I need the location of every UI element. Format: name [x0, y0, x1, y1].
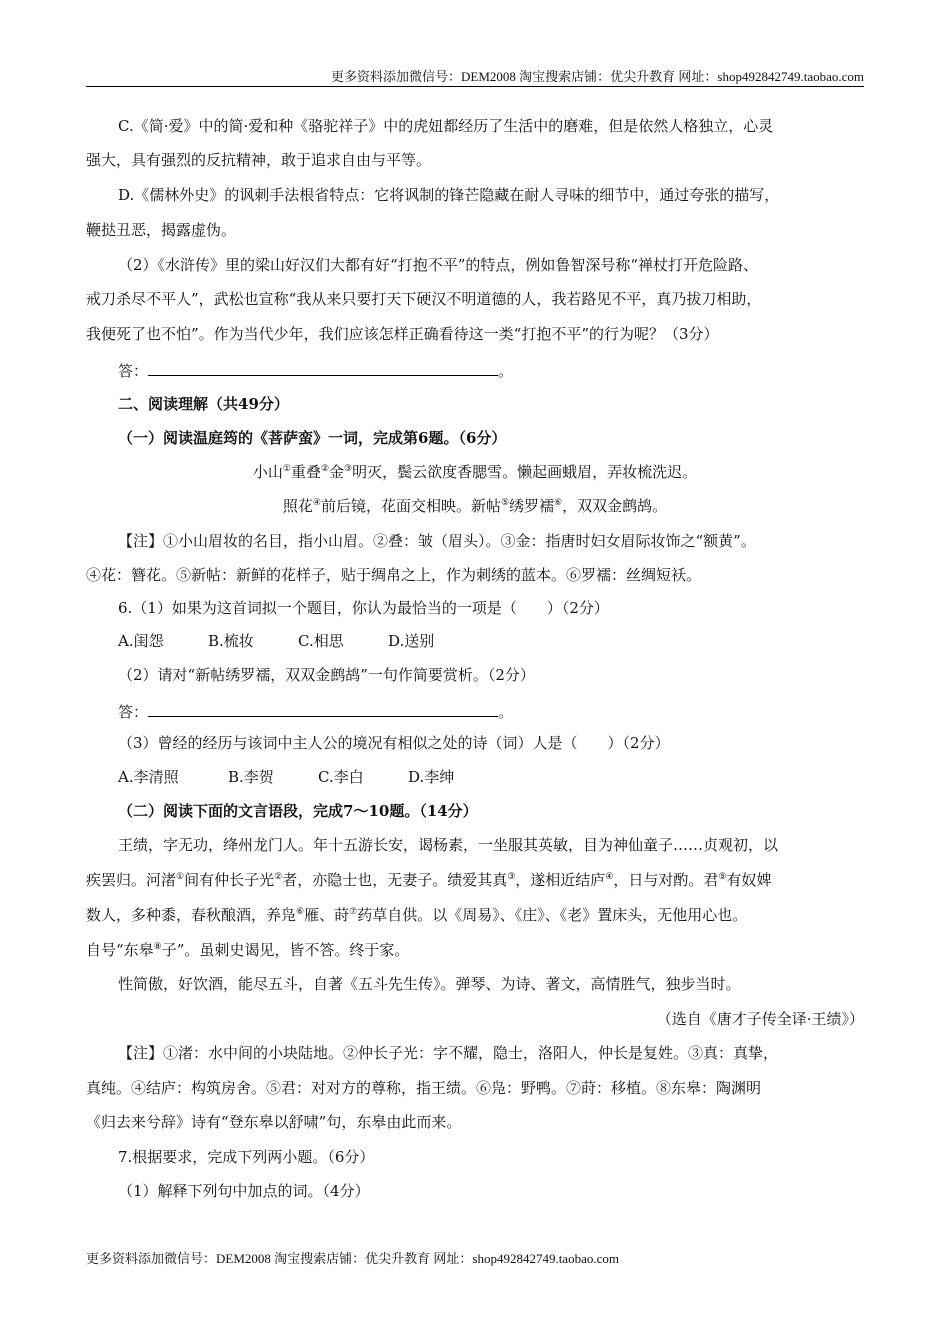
text-segment: 疾罢归。河渚: [86, 871, 177, 889]
note-marker: ⑦: [349, 907, 358, 917]
poem-text: ，双双金鹧鸪。: [562, 497, 668, 515]
option-a[interactable]: A.闺怨: [118, 632, 164, 650]
q5-part2-line1: （2）《水浒传》里的梁山好汉们大都有好“打抱不平”的特点，例如鲁智深号称“禅杖打开危险路、: [118, 256, 759, 274]
answer-label: 答：: [118, 703, 149, 721]
poem-line1: [86, 462, 864, 482]
text-segment: ，遂相近结庐: [515, 871, 606, 889]
text-segment: 者，亦隐士也，无妻子。绩爱其真: [282, 871, 508, 889]
q5-option-c-line2: 强大，具有强烈的反抗精神，敢于追求自由与平等。: [86, 151, 432, 169]
q6-3-question: （3）曾经的经历与该词中主人公的境况有相似之处的诗（词）人是（ ）（2分）: [118, 734, 670, 752]
note-marker: ⑥: [296, 907, 305, 917]
text-segment: 间有仲长子光: [184, 871, 275, 889]
note-marker: ③: [344, 464, 353, 474]
text-segment: 雁、莳: [304, 906, 350, 924]
note-marker: ④: [605, 872, 614, 882]
poem-text: 重叠: [290, 463, 321, 481]
note-marker: ①: [282, 464, 291, 474]
q5-answer-line: [118, 359, 864, 381]
part2-title: （二）阅读下面的文言语段，完成7～10题。（14分）: [118, 802, 478, 820]
note-marker: ②: [274, 872, 283, 882]
poem-text: 照花: [282, 497, 313, 515]
text-segment: ，日与对酌。君: [613, 871, 719, 889]
text-source: （选自《唐才子传全译·王绩》）: [656, 1010, 864, 1028]
text-segment: 药草自供。以《周易》、《庄》、《老》置床头，无他用心也。: [357, 906, 748, 924]
classical-text-para2: 性简傲，好饮酒，能尽五斗，自著《五斗先生传》。弹琴、为诗、著文，高情胜气，独步当时。: [118, 975, 741, 993]
classical-note-line2: 真纯。④结庐：构筑房舍。⑤君：对对方的尊称，指王绩。⑥凫：野鸭。⑦莳：移植。⑧东皋：陶渊明: [86, 1079, 762, 1097]
section2-title: 二、阅读理解（共49分）: [118, 395, 289, 413]
note-marker: ⑤: [718, 872, 727, 882]
part1-title: （一）阅读温庭筠的《菩萨蛮》一词，完成第6题。（6分）: [118, 429, 507, 447]
answer-end: 。: [498, 362, 514, 380]
q6-1-question: 6.（1）如果为这首词拟一个题目，你认为最恰当的一项是（ ）（2分）: [118, 599, 609, 617]
option-b[interactable]: B.李贺: [228, 768, 274, 786]
q5-option-d-line1: D.《儒林外史》的讽刺手法根省特点：它将讽制的锋芒隐藏在耐人寻味的细节中，通过夸张的描写，: [118, 186, 780, 204]
q5-option-d-line2: 鞭挞丑恶，揭露虚伪。: [86, 221, 237, 239]
q6-2-answer-line: [118, 700, 864, 722]
poem-text: 小山: [252, 463, 283, 481]
poem-note-line2: ④花：簪花。⑤新帖：新鲜的花样子，贴于绸帛之上，作为刺绣的蓝本。⑥罗襦：丝绸短袄。: [86, 566, 702, 584]
header-rule: [86, 86, 864, 87]
page-footer: 更多资料添加微信号：DEM2008 淘宝搜索店铺：优尖升教育 网址：shop492842749.taobao.com: [86, 1251, 619, 1266]
note-marker: ①: [176, 872, 185, 882]
poem-line2: [86, 496, 864, 516]
classical-text-line3: [86, 905, 864, 925]
q7-1-question: （1）解释下列句中加点的词。（4分）: [118, 1182, 370, 1200]
poem-text: 前后镜，花面交相映。新帖: [320, 497, 501, 515]
q6-1-options: [118, 631, 864, 651]
option-d[interactable]: D.李绅: [408, 768, 455, 786]
option-a[interactable]: A.李清照: [118, 768, 179, 786]
classical-text-line4: [86, 940, 864, 960]
option-c[interactable]: C.李白: [318, 768, 364, 786]
option-c[interactable]: C.相思: [298, 632, 344, 650]
q7-question: 7.根据要求，完成下列两小题。（6分）: [118, 1148, 375, 1166]
q5-option-c-line1: C.《简·爱》中的简·爱和种《骆驼祥子》中的虎妞都经历了生活中的磨难，但是依然人格独立，心灵: [118, 117, 774, 135]
classical-text-line2: [86, 870, 864, 890]
note-marker: ⑤: [500, 498, 510, 508]
q6-3-options: [118, 767, 864, 787]
q5-part2-line3: 我便死了也不怕”。作为当代少年，我们应该怎样正确看待这一类“打抱不平”的行为呢？（3分）: [86, 325, 719, 343]
answer-label: 答：: [118, 362, 149, 380]
answer-end: 。: [498, 703, 514, 721]
classical-text-line1: 王绩，字无功，绛州龙门人。年十五游长安，谒杨素，一坐服其英敏，目为神仙童子……贞观初，以: [118, 836, 779, 854]
text-segment: 自号“东皋: [86, 941, 154, 959]
poem-text: 金: [329, 463, 345, 481]
page-header: 更多资料添加微信号：DEM2008 淘宝搜索店铺：优尖升教育 网址：shop492842749.taobao.com: [331, 69, 864, 84]
option-b[interactable]: B.梳妆: [208, 632, 254, 650]
poem-text: 明灭，鬓云欲度香腮雪。懒起画蛾眉，弄妆梳洗迟。: [352, 463, 698, 481]
classical-note-line3: 《归去来兮辞》诗有“登东皋以舒啸”句，东皋由此而来。: [86, 1113, 462, 1131]
option-d[interactable]: D.送别: [388, 632, 435, 650]
q5-part2-line2: 戒刀杀尽不平人”，武松也宣称“我从来只要打天下硬汉不明道德的人，我若路见不平，真乃拔刀相助，: [86, 290, 762, 308]
note-marker: ⑥: [554, 498, 563, 508]
answer-blank[interactable]: [148, 700, 498, 717]
note-marker: ⑧: [153, 942, 162, 952]
text-segment: 子”。虽刺史谒见，皆不答。终于家。: [161, 941, 410, 959]
q6-2-question: （2）请对“新帖绣罗襦，双双金鹧鸪”一句作简要赏析。（2分）: [118, 666, 535, 684]
note-marker: ③: [507, 872, 516, 882]
text-segment: 数人，多种黍，春秋酿酒，养凫: [86, 906, 297, 924]
poem-note-line1: 【注】①小山眉妆的名目，指小山眉。②叠：皱（眉头）。③金：指唐时妇女眉际妆饰之“额黄”。: [118, 532, 756, 550]
answer-blank[interactable]: [148, 359, 498, 376]
poem-text: 绣罗襦: [509, 497, 555, 515]
text-segment: 有奴婢: [726, 871, 772, 889]
note-marker: ②: [320, 464, 330, 474]
classical-note-line1: 【注】①渚：水中间的小块陆地。②仲长子光：字不耀，隐士，洛阳人，仲长是复姓。③真：真挚，: [118, 1044, 779, 1062]
note-marker: ④: [312, 498, 321, 508]
